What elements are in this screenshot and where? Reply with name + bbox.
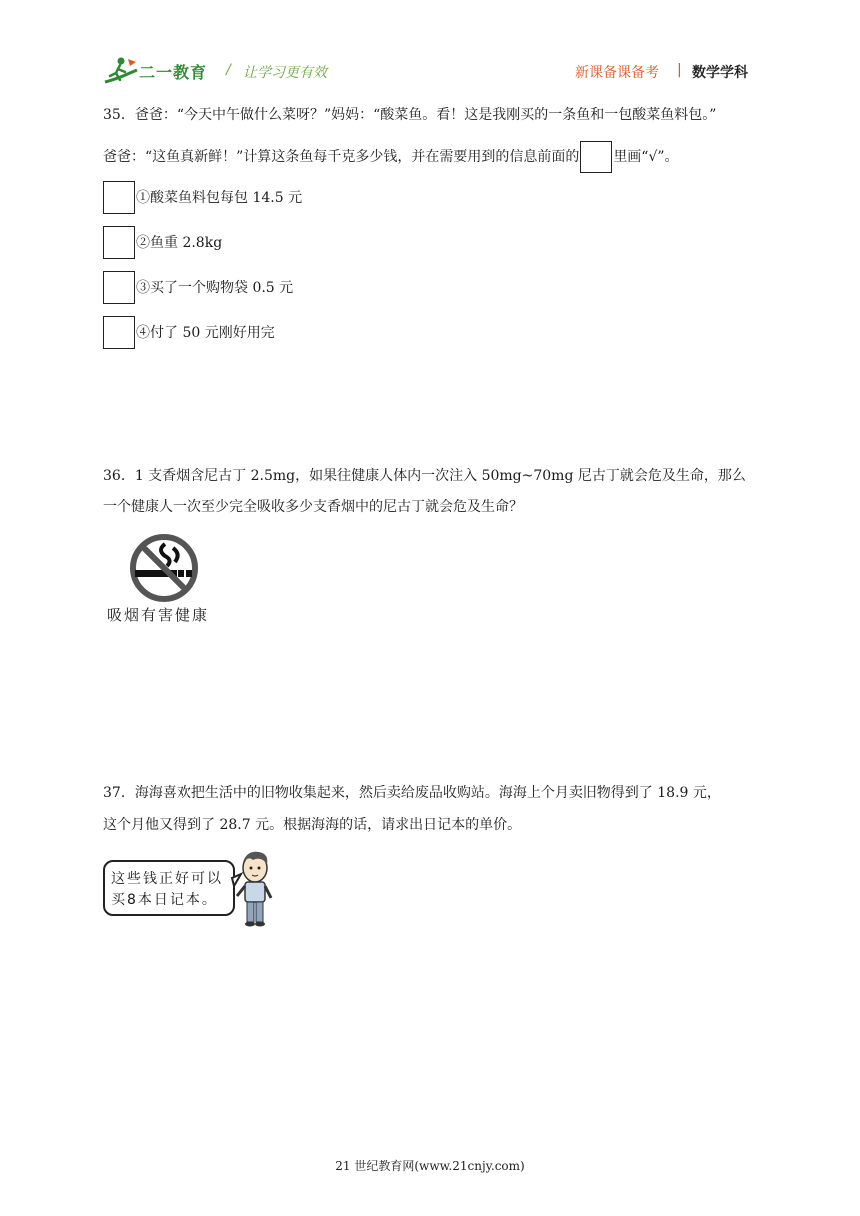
speech-illustration <box>103 848 283 928</box>
q35-line2 <box>103 141 679 173</box>
q36-line2: 一个健康人一次至少完全吸收多少支香烟中的尼古丁就会危及生命？ <box>103 499 523 515</box>
q35-option1-checkbox[interactable] <box>103 181 135 214</box>
q35-line2-before: 爸爸：“这鱼真新鲜！”计算这条鱼每千克多少钱，并在需要用到的信息前面的 <box>103 149 580 165</box>
q35-option4: ④付了 50 元刚好用完 <box>136 325 275 341</box>
logo <box>103 56 221 88</box>
q35-line2-after: 里画“√”。 <box>613 149 679 165</box>
runner-logo-icon <box>103 56 139 86</box>
header-slogan: 让学习更有效 <box>243 65 327 81</box>
header-slash: / <box>226 62 231 78</box>
header-separator: | <box>677 62 682 78</box>
q37-line2: 这个月他又得到了 28.7 元。根据海海的话，请求出日记本的单价。 <box>103 817 522 833</box>
q35-option3-checkbox[interactable] <box>103 271 135 304</box>
header-tag: 新课备课备考 <box>575 65 659 81</box>
q35-option2-checkbox[interactable] <box>103 226 135 259</box>
header-subject: 数学学科 <box>692 65 748 81</box>
no-smoking-icon <box>105 532 221 602</box>
q36-line1: 36．1 支香烟含尼古丁 2.5mg，如果往健康人体内一次注入 50mg~70mg 尼古丁就会危及生命，那么 <box>103 468 746 484</box>
q35-line1: 35．爸爸：“今天中午做什么菜呀？”妈妈：“酸菜鱼。看！这是我刚买的一条鱼和一包酸菜鱼料包。” <box>103 107 717 123</box>
q35-inline-checkbox <box>580 141 612 173</box>
page-header <box>0 0 860 92</box>
no-smoking-caption: 吸烟有害健康 <box>107 606 210 624</box>
q35-option2: ②鱼重 2.8kg <box>136 235 223 251</box>
q37-line1: 37．海海喜欢把生活中的旧物收集起来，然后卖给废品收购站。海海上个月卖旧物得到了 18.9 元， <box>103 785 721 801</box>
q35-option1: ①酸菜鱼料包每包 14.5 元 <box>136 190 303 206</box>
q35-option4-checkbox[interactable] <box>103 316 135 349</box>
logo-text: 二一教育 <box>139 63 208 82</box>
q35-option3: ③买了一个购物袋 0.5 元 <box>136 280 294 296</box>
speech-line2: 买8本日记本。 <box>111 892 218 908</box>
speech-line1: 这些钱正好可以 <box>111 871 223 887</box>
no-smoking-image <box>105 532 221 630</box>
boy-icon <box>103 848 283 928</box>
page-footer: 21 世纪教育网(www.21cnjy.com) <box>335 1159 525 1173</box>
